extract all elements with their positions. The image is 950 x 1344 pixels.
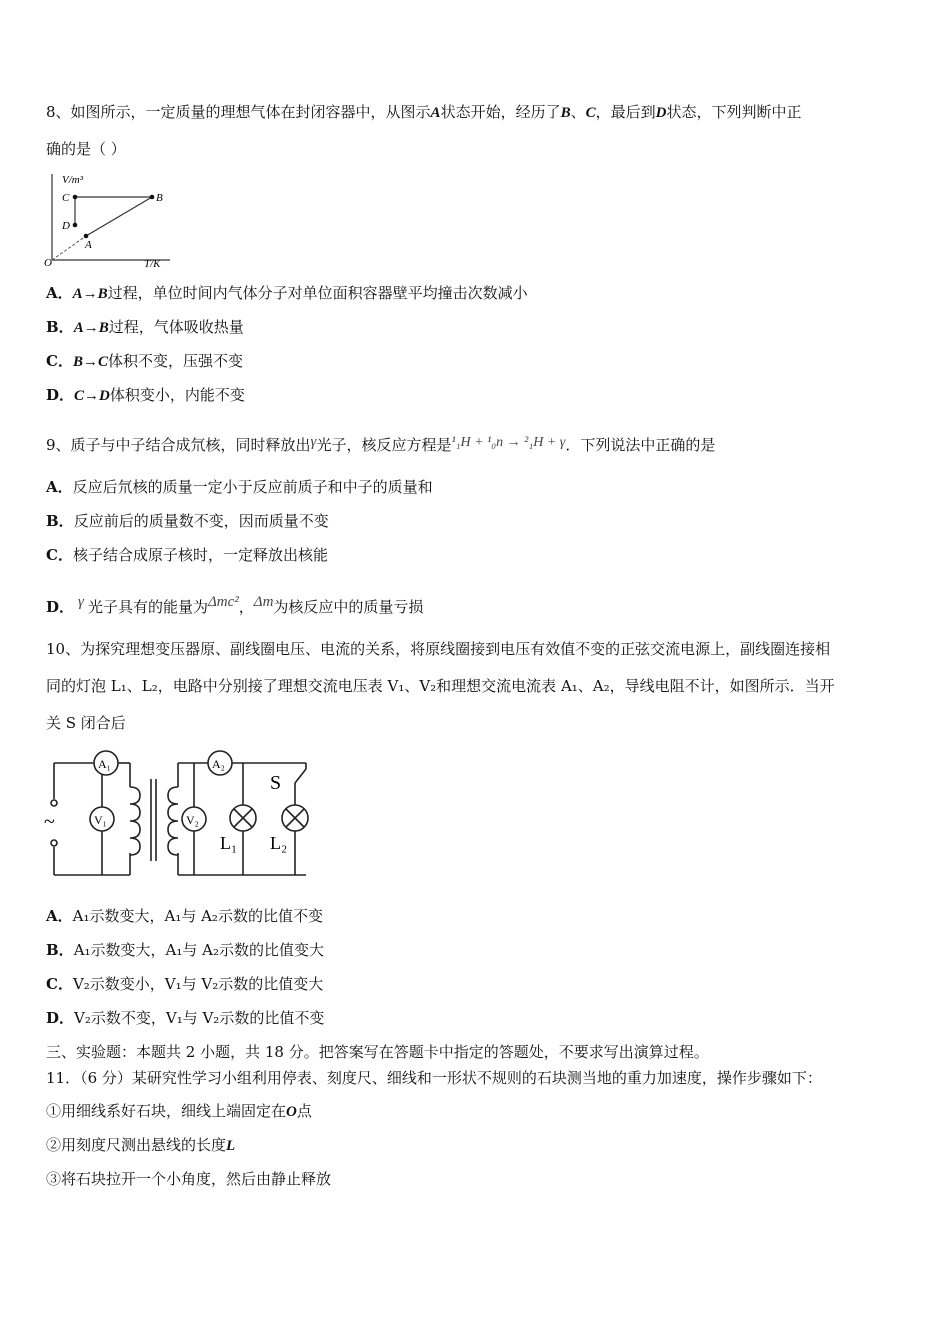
q8-option-b: B．A→B过程，气体吸收热量 bbox=[46, 318, 244, 336]
switch-s-label: S bbox=[270, 772, 282, 794]
q10-option-c: C．V₂示数变小，V₁与 V₂示数的比值变大 bbox=[46, 975, 324, 993]
voltmeter-v1-label: V₁ bbox=[94, 813, 107, 827]
lamp-l1-label: L₁ bbox=[220, 833, 238, 853]
q10-stem-line1: 10、为探究理想变压器原、副线圈电压、电流的关系，将原线圈接到电压有效值不变的正弦交流电源上，副线圈连接相 bbox=[46, 640, 831, 658]
q9-stem: 9、质子与中子结合成氘核，同时释放出γ光子，核反应方程是¹₁H + ¹₀n → ²₁H + γ．下列说法中正确的是 bbox=[46, 434, 716, 454]
q11-step-3: ③将石块拉开一个小角度，然后由静止释放 bbox=[46, 1170, 332, 1188]
section-heading: 三、实验题：本题共 2 小题，共 18 分。把答案写在答题卡中指定的答题处，不要求写出演算过程。 bbox=[46, 1043, 709, 1061]
q10-option-b: B．A₁示数变大，A₁与 A₂示数的比值变大 bbox=[46, 941, 324, 959]
ammeter-a1-label: A₁ bbox=[98, 757, 111, 771]
q10-option-a: A．A₁示数变大，A₁与 A₂示数的比值不变 bbox=[46, 907, 323, 925]
graph-x-label: T/K bbox=[144, 258, 161, 270]
voltmeter-v2-label: V₂ bbox=[186, 813, 199, 827]
graph-y-label: V/m³ bbox=[62, 174, 84, 186]
q11-step-1: ①用细线系好石块，细线上端固定在O点 bbox=[46, 1102, 312, 1120]
graph-label-d: D bbox=[62, 220, 70, 232]
lamp-l2-label: L₂ bbox=[270, 833, 288, 853]
ammeter-a2-label: A₂ bbox=[212, 757, 225, 771]
graph-origin: O bbox=[44, 257, 52, 269]
q8-vt-graph bbox=[40, 170, 175, 270]
q9-option-d: D． γ 光子具有的能量为Δmc²，Δm为核反应中的质量亏损 bbox=[46, 594, 424, 616]
q9-option-b: B．反应前后的质量数不变，因而质量不变 bbox=[46, 512, 329, 530]
gamma-symbol: γ bbox=[310, 434, 317, 450]
q8-option-d: D．C→D体积变小，内能不变 bbox=[46, 386, 245, 404]
q8-option-a: A．A→B过程，单位时间内气体分子对单位面积容器壁平均撞击次数减小 bbox=[46, 284, 528, 302]
energy-formula: Δmc² bbox=[207, 594, 239, 610]
q11-step-2: ②用刻度尺测出悬线的长度L bbox=[46, 1136, 236, 1154]
nuclear-equation: ¹₁H + ¹₀n → ²₁H + γ bbox=[451, 435, 566, 450]
q8-stem-line1: 8、如图所示，一定质量的理想气体在封闭容器中，从图示A状态开始，经历了B、C，最后到D状态，下列判断中正 bbox=[46, 103, 802, 121]
q8-stem-line2: 确的是（ ） bbox=[46, 140, 126, 158]
ac-source-symbol: ~ bbox=[44, 811, 55, 833]
graph-label-c: C bbox=[62, 192, 70, 204]
q10-stem-line2: 同的灯泡 L₁、L₂，电路中分别接了理想交流电压表 V₁、V₂和理想交流电流表 A₁、A₂，导线电阻不计，如图所示．当开 bbox=[46, 677, 835, 695]
graph-label-a: A bbox=[85, 239, 92, 251]
q9-option-c: C．核子结合成原子核时，一定释放出核能 bbox=[46, 546, 328, 564]
graph-label-b: B bbox=[156, 192, 163, 204]
q9-option-a: A．反应后氘核的质量一定小于反应前质子和中子的质量和 bbox=[46, 478, 433, 496]
q10-stem-line3: 关 S 闭合后 bbox=[46, 714, 126, 732]
q11-stem: 11．（6 分）某研究性学习小组利用停表、刻度尺、细线和一形状不规则的石块测当地的重力加速度，操作步骤如下： bbox=[46, 1069, 822, 1087]
q8-option-c: C．B→C体积不变，压强不变 bbox=[46, 352, 243, 370]
q10-circuit-diagram bbox=[40, 745, 320, 880]
q10-option-d: D．V₂示数不变，V₁与 V₂示数的比值不变 bbox=[46, 1009, 325, 1027]
